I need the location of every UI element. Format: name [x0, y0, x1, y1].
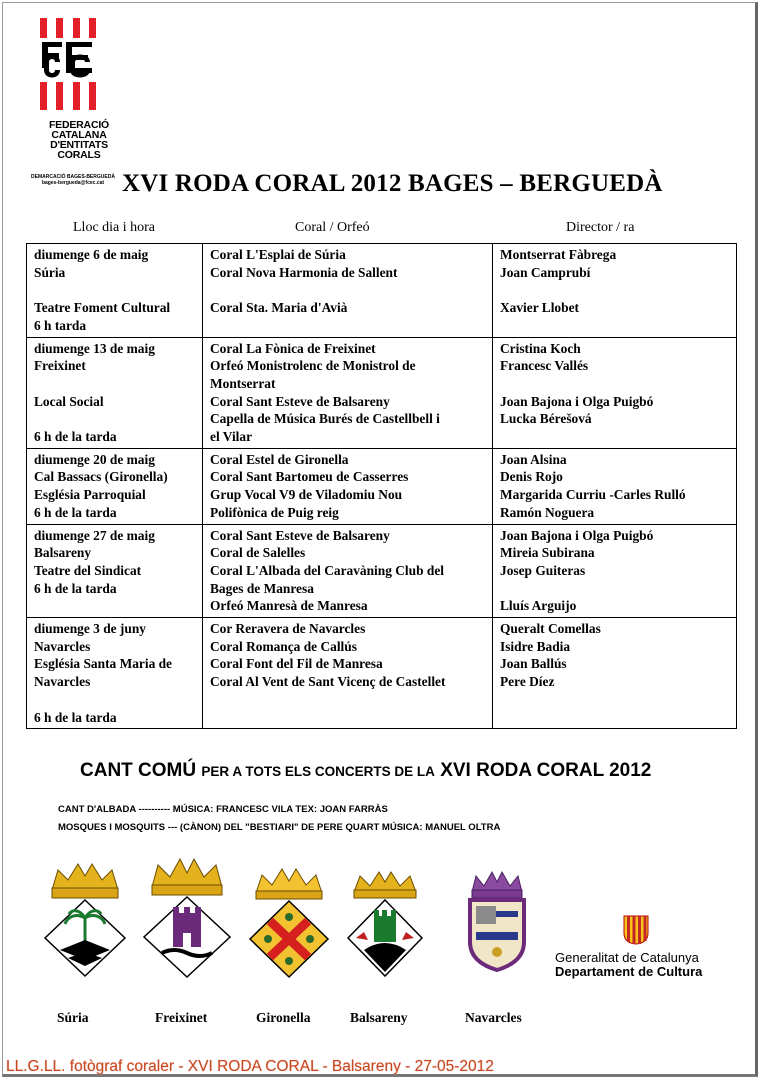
director-cell [493, 337, 737, 448]
director-line: Lluís Arguijo [500, 598, 577, 614]
choir-line: Coral L'Esplai de Súria [210, 247, 346, 262]
navarcles-coat-of-arms-icon [470, 872, 524, 970]
place-cell [27, 448, 203, 524]
schedule-row [27, 618, 737, 729]
town-label-navarcles: Navarcles [465, 1010, 522, 1025]
schedule-row [27, 448, 737, 524]
place-line: Església Santa Maria de [34, 656, 172, 672]
column-header-choir: Coral / Orfeó [295, 220, 370, 235]
choir-line: Coral Estel de Gironella [210, 451, 349, 467]
cant-comu-subheading: PER A TOTS ELS CONCERTS DE LA [201, 764, 435, 779]
cant-comu-event: XVI RODA CORAL 2012 [440, 760, 652, 781]
director-cell [493, 244, 737, 338]
director-line [500, 580, 730, 598]
director-line: Montserrat Fàbrega [500, 247, 617, 262]
place-line: Freixinet [34, 358, 86, 374]
choir-line: Coral Sant Bartomeu de Casserres [210, 469, 409, 485]
choir-line: el Vilar [210, 429, 253, 445]
place-cell [27, 618, 203, 729]
cant-comu-heading: CANT COMÚ [80, 760, 197, 781]
choir-line: Capella de Música Burés de Castellbell i [210, 411, 440, 427]
choir-cell [203, 337, 493, 448]
place-line: diumenge 3 de juny [34, 621, 146, 637]
choir-cell [203, 244, 493, 338]
place-line [34, 375, 196, 393]
place-line: Església Parroquial [34, 487, 146, 503]
fcec-name-line: FEDERACIÓ [48, 119, 110, 131]
director-line: Denis Rojo [500, 469, 563, 485]
fcec-name-line: CORALS [57, 149, 101, 161]
place-line: diumenge 13 de maig [34, 340, 155, 356]
place-line: 6 h de la tarda [34, 580, 117, 596]
place-line: Balsareny [34, 545, 92, 561]
page-title: XVI RODA CORAL 2012 BAGES – BERGUEDÀ [122, 170, 663, 197]
place-line: Teatre Foment Cultural [34, 300, 171, 316]
place-line [34, 281, 196, 299]
place-line: Navarcles [34, 674, 91, 690]
place-line: 6 h de la tarda [34, 428, 117, 444]
place-cell [27, 524, 203, 618]
choir-cell [203, 524, 493, 618]
cant-comu-line-2: MOSQUES I MOSQUITS --- (CÀNON) DEL "BESTIARI" DE PERE QUART MÚSICA: MANUEL OLTRA [58, 822, 501, 833]
director-line: Isidre Badia [500, 638, 571, 654]
director-line [500, 281, 730, 299]
fcec-name-line: D'ENTITATS [50, 139, 108, 151]
place-line: Cal Bassacs (Gironella) [34, 469, 168, 485]
director-line: Josep Guiteras [500, 562, 586, 578]
director-line: Pere Díez [500, 674, 555, 690]
director-line: Queralt Comellas [500, 621, 601, 637]
choir-line: Orfeó Manresà de Manresa [210, 598, 368, 614]
choir-line: Cor Reravera de Navarcles [210, 621, 366, 637]
choir-line: Coral La Fònica de Freixinet [210, 340, 376, 356]
director-line: Xavier Llobet [500, 300, 579, 316]
schedule-body [27, 244, 737, 729]
fcec-demarcacio [18, 174, 128, 186]
choir-line: Coral Romança de Callús [210, 638, 357, 654]
town-label-balsareny: Balsareny [350, 1010, 408, 1025]
director-line: Cristina Koch [500, 340, 581, 356]
choir-line: Polifònica de Puig reig [210, 504, 339, 520]
schedule-row [27, 337, 737, 448]
director-line: Joan Ballús [500, 656, 567, 672]
choir-line: Coral Al Vent de Sant Vicenç de Castellet [210, 674, 446, 690]
choir-cell [203, 448, 493, 524]
place-line [34, 410, 196, 428]
place-line [34, 691, 196, 709]
place-line: 6 h de la tarda [34, 504, 117, 520]
schedule-row [27, 524, 737, 618]
director-cell [493, 448, 737, 524]
place-line: diumenge 27 de maig [34, 527, 155, 543]
director-cell [493, 524, 737, 618]
director-line: Joan Camprubí [500, 264, 591, 280]
choir-line: Coral Sant Esteve de Balsareny [210, 393, 390, 409]
choir-line: Coral Sta. Maria d'Avià [210, 300, 348, 316]
choir-line: Coral Font del Fil de Manresa [210, 656, 383, 672]
gencat-name: Generalitat de Catalunya [555, 950, 699, 965]
director-line [500, 375, 730, 393]
choir-line: Coral Sant Esteve de Balsareny [210, 527, 390, 543]
choir-line: Orfeó Monistrolenc de Monistrol de [210, 358, 416, 374]
freixinet-coat-of-arms-icon [144, 859, 230, 977]
town-label-freixinet: Freixinet [155, 1010, 208, 1025]
catalan-flag-shield-icon [623, 915, 649, 945]
choir-line: Coral L'Albada del Caravàning Club del [210, 562, 445, 578]
demarcacio-email: bages-bergueda@fcec.cat [41, 180, 105, 186]
place-line: Navarcles [34, 638, 91, 654]
choir-line: Bages de Manresa [210, 580, 314, 596]
gencat-department: Departament de Cultura [555, 964, 703, 979]
place-line: Súria [34, 264, 66, 280]
director-line: Lucka Bérešová [500, 411, 592, 427]
director-line: Joan Bajona i Olga Puigbó [500, 393, 654, 409]
town-label-suria: Súria [57, 1010, 89, 1025]
town-label-gironella: Gironella [256, 1010, 311, 1025]
choir-line: Grup Vocal V9 de Viladomiu Nou [210, 487, 403, 503]
column-header-place: Lloc dia i hora [73, 220, 156, 235]
choir-line: Montserrat [210, 375, 276, 391]
director-line: Joan Bajona i Olga Puigbó [500, 527, 654, 543]
place-cell [27, 337, 203, 448]
place-line: diumenge 20 de maig [34, 451, 155, 467]
suria-coat-of-arms-icon [40, 860, 130, 980]
place-line: Local Social [34, 393, 104, 409]
choir-line [210, 281, 486, 299]
fcec-name [24, 120, 134, 160]
cant-comu-title [80, 760, 651, 782]
fcec-emblem-icon [40, 18, 96, 110]
schedule-table [26, 243, 737, 729]
choir-cell [203, 618, 493, 729]
demarcacio-text: DEMARCACIÓ BAGES-BERGUEDÀ [31, 174, 115, 180]
choir-line: Coral Nova Harmonia de Sallent [210, 264, 398, 280]
place-line: diumenge 6 de maig [34, 247, 149, 262]
choir-line: Coral de Salelles [210, 545, 306, 561]
director-line: Ramón Noguera [500, 504, 595, 520]
fcec-name-line: CATALANA [51, 129, 107, 141]
place-cell [27, 244, 203, 338]
schedule-row [27, 244, 737, 338]
director-cell [493, 618, 737, 729]
place-line: Teatre del Sindicat [34, 562, 142, 578]
director-line: Margarida Curriu -Carles Rulló [500, 487, 686, 503]
director-line: Joan Alsina [500, 451, 567, 467]
director-line: Mireia Subirana [500, 545, 595, 561]
place-line: 6 h tarda [34, 317, 87, 333]
place-line: 6 h de la tarda [34, 709, 117, 725]
balsareny-coat-of-arms-icon [348, 872, 422, 976]
cant-comu-line-1: CANT D'ALBADA ---------- MÚSICA: FRANCESC VILA TEX: JOAN FARRÀS [58, 804, 388, 815]
photographer-credit: LL.G.LL. fotògraf coraler - XVI RODA CORAL - Balsareny - 27-05-2012 [6, 1058, 494, 1075]
column-header-director: Director / ra [566, 220, 635, 235]
director-line: Francesc Vallés [500, 358, 589, 374]
gironella-coat-of-arms-icon [250, 869, 328, 977]
